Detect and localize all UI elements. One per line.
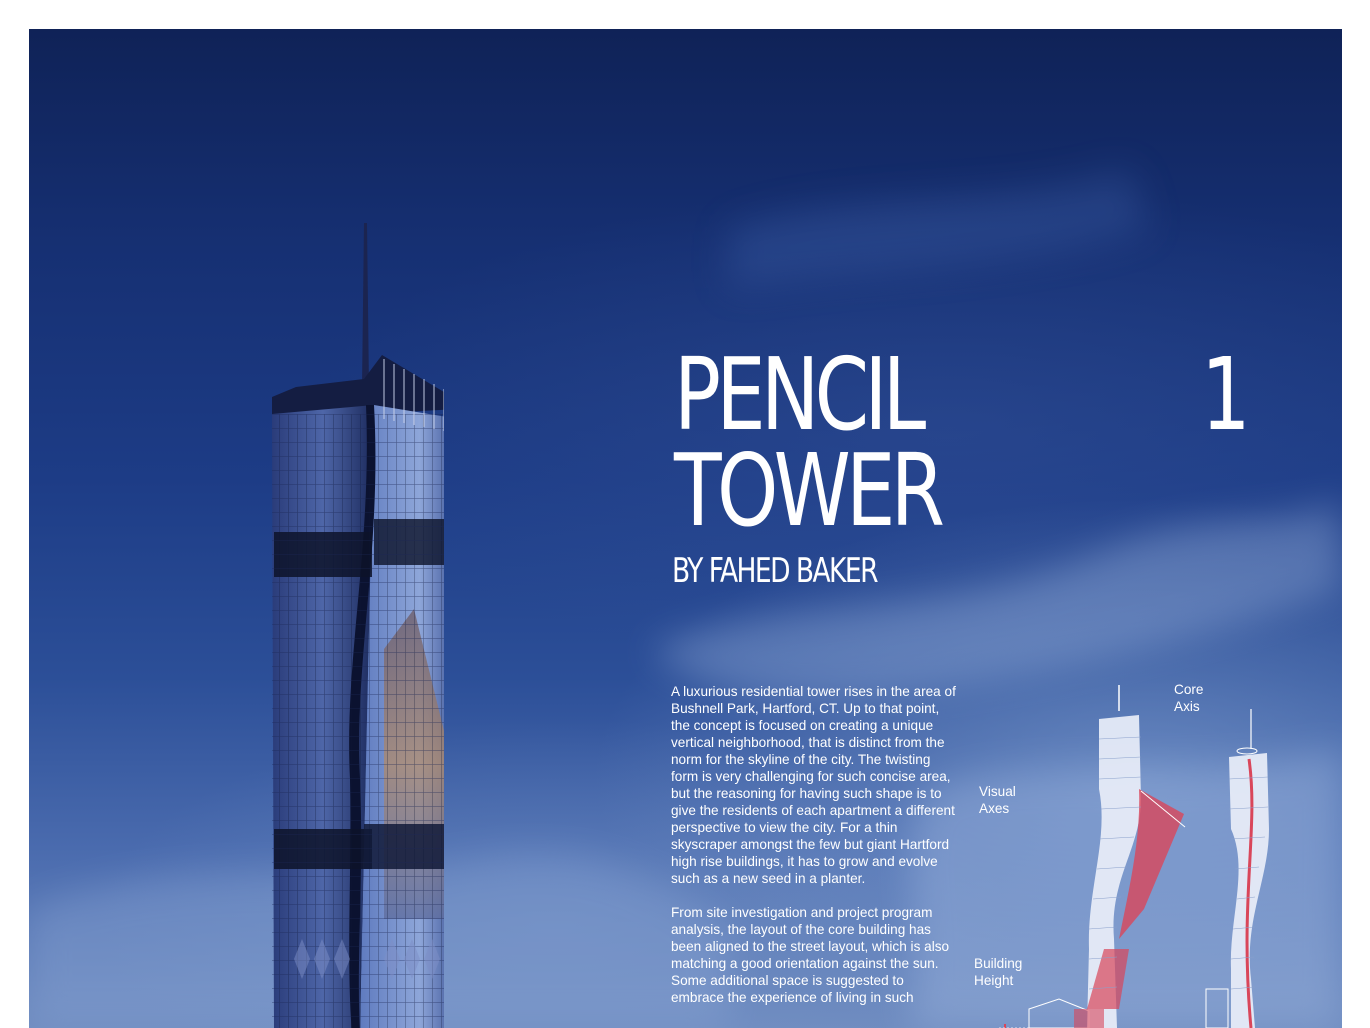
description-paragraph-2: From site investigation and project program analysis, the layout of the core building has been aligned to the street layout, which is also matching a good orientation against the sun. Some additional space is suggested to embrace the experience of living in such: [671, 905, 950, 1005]
visual-axes-label: Visual Axes: [979, 784, 1016, 816]
tower-rendering: [234, 219, 444, 1028]
title-line-1: PENCIL: [674, 336, 922, 453]
building-height-label: Building Height: [974, 956, 1023, 988]
sheet-number: 1: [1201, 336, 1251, 453]
core-axis-tower-drawing: [1206, 709, 1269, 1028]
core-axis-label: Core Axis: [1174, 682, 1204, 714]
author-byline: BY FAHED BAKER: [672, 551, 877, 591]
project-description: [671, 683, 959, 1023]
project-title: [674, 336, 941, 549]
description-paragraph-1: A luxurious residential tower rises in the area of Bushnell Park, Hartford, CT. Up to that point, the concept is focused on creating a unique vertical neighborhood, that is distinct from the norm for the skyline of the city. The twisting form is very challenging for such concise area, but the reasoning for having such shape is to give the residents of each apartment a different perspective to view the city. For a thin skyscraper amongst the few but giant Hartford high rise buildings, it has to grow and evolve such as a new seed in a planter.: [671, 684, 956, 886]
poster-canvas: [29, 29, 1342, 1028]
title-line-2: TOWER: [674, 432, 941, 549]
visual-axes-tower-drawing: [1087, 685, 1185, 1028]
